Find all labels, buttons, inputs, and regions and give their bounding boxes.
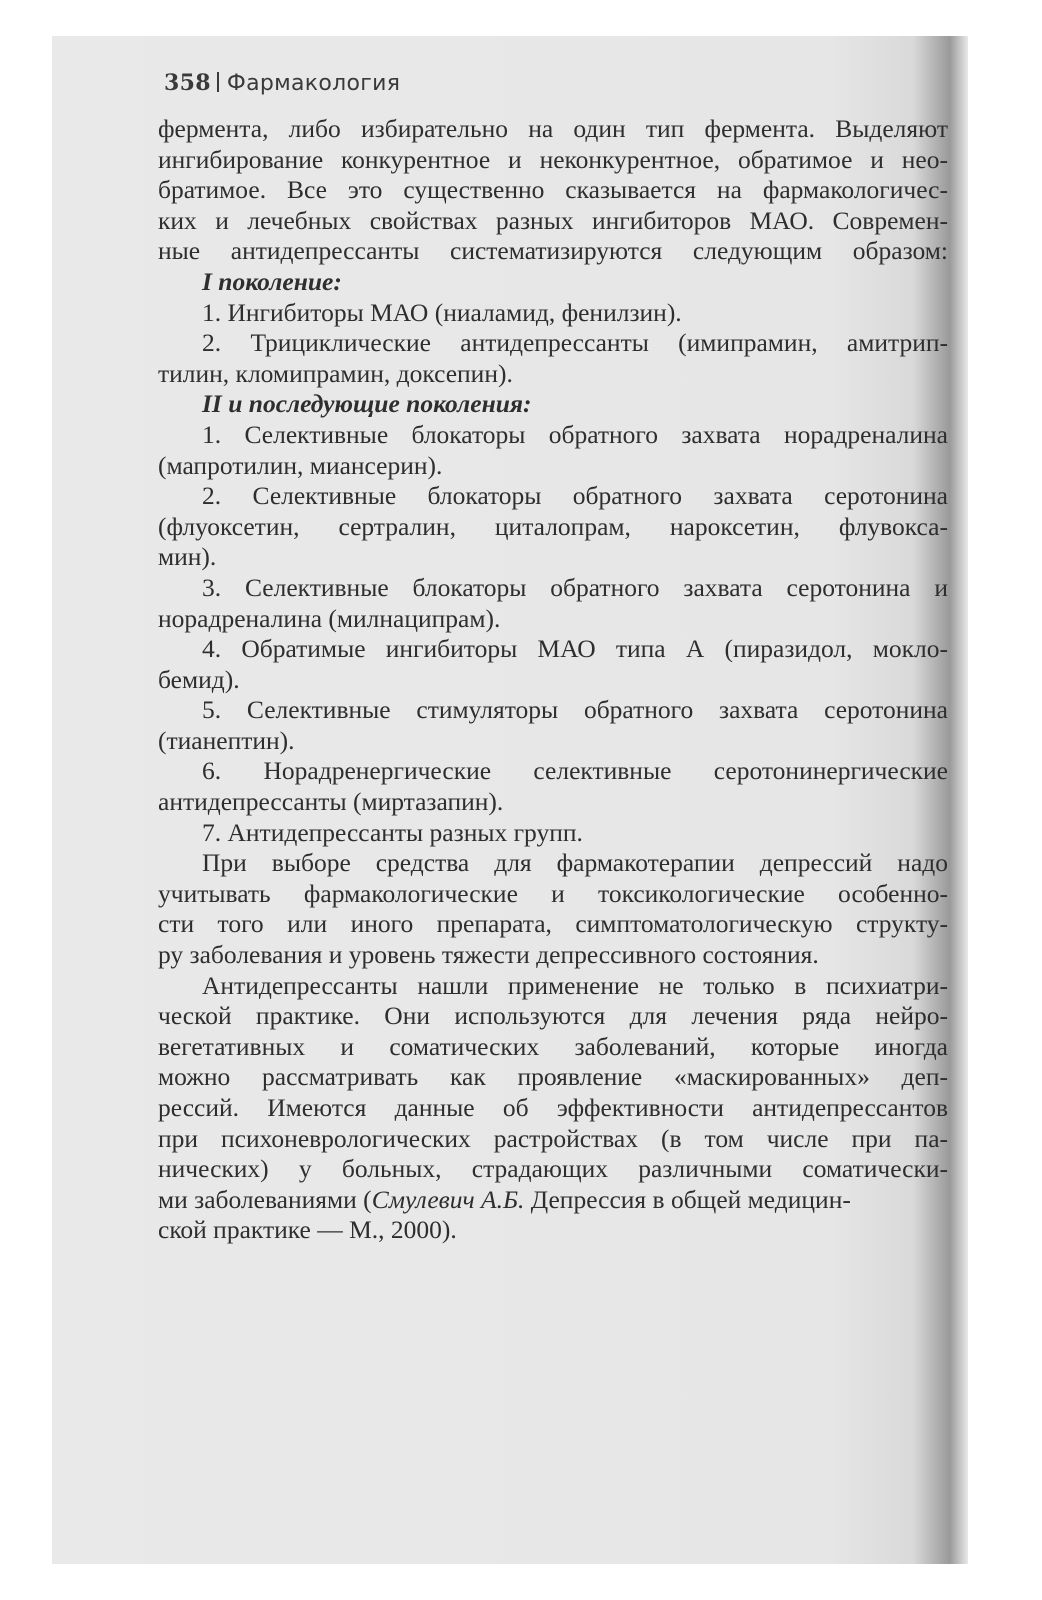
header-title: Фармакология bbox=[226, 71, 401, 96]
list-item: 3. Селективные блокаторы обратного захвата серотонина и bbox=[202, 572, 948, 602]
paragraph-line: рессий. Имеются данные об эффективности антидепрессантов bbox=[158, 1093, 948, 1122]
paragraph-line bbox=[158, 1185, 948, 1216]
paragraph-line: ской практике — М., 2000). bbox=[158, 1215, 457, 1245]
text-line: норадреналина (милнаципрам). bbox=[158, 603, 501, 633]
list-item: 5. Селективные стимуляторы обратного захвата серотонина bbox=[202, 695, 948, 725]
paragraph-line: вегетативных и соматических заболеваний, которые иногда bbox=[158, 1031, 948, 1061]
page-number: 358 bbox=[164, 70, 211, 96]
text-line: (мапротилин, миансерин). bbox=[158, 450, 443, 480]
text-line: мин). bbox=[158, 542, 217, 572]
paragraph-line: Антидепрессанты нашли применение не только в психиатри- bbox=[202, 970, 948, 1000]
section-heading: II и последующие поколения: bbox=[202, 389, 532, 419]
citation-title: Депрессия в общей медицин- bbox=[524, 1184, 851, 1214]
text-line: тилин, кломипрамин, доксепин). bbox=[158, 358, 513, 388]
text-line: ких и лечебных свойствах разных ингибиторов МАО. Современ- bbox=[158, 205, 948, 235]
citation-prefix: ми заболеваниями ( bbox=[158, 1184, 372, 1214]
paragraph-line: можно рассматривать как проявление «маскированных» деп- bbox=[158, 1062, 948, 1092]
citation-author: Смулевич А.Б. bbox=[371, 1184, 525, 1214]
scanned-page bbox=[52, 36, 968, 1564]
paragraph-line: учитывать фармакологические и токсикологические особенно- bbox=[158, 878, 948, 908]
list-item: 7. Антидепрессанты разных групп. bbox=[202, 817, 583, 847]
list-item: 6. Норадренергические селективные серотонинергические bbox=[202, 756, 948, 786]
paragraph-line: ру заболевания и уровень тяжести депрессивного состояния. bbox=[158, 940, 819, 970]
list-item: 1. Селективные блокаторы обратного захвата норадреналина bbox=[202, 419, 948, 449]
running-header bbox=[164, 70, 400, 96]
list-item: 2. Селективные блокаторы обратного захвата серотонина bbox=[202, 481, 948, 511]
paragraph-line: сти того или иного препарата, симптоматологическую структу- bbox=[158, 909, 948, 939]
paragraph-line: При выборе средства для фармакотерапии депрессий надо bbox=[202, 848, 948, 878]
text-line: бемид). bbox=[158, 664, 240, 694]
paragraph-line: при психоневрологических растройствах (в том числе при па- bbox=[158, 1123, 948, 1153]
paragraph-line: нических) у больных, страдающих различными соматически- bbox=[158, 1154, 948, 1184]
list-item: 4. Обратимые ингибиторы МАО типа А (пиразидол, мокло- bbox=[202, 634, 948, 664]
paragraph-line: ческой практике. Они используются для лечения ряда нейро- bbox=[158, 1001, 948, 1031]
text-line: антидепрессанты (миртазапин). bbox=[158, 787, 504, 817]
text-line: ные антидепрессанты систематизируются следующим образом: bbox=[158, 236, 948, 266]
list-item: 1. Ингибиторы МАО (ниаламид, фенилзин). bbox=[202, 297, 682, 327]
list-item: 2. Трициклические антидепрессанты (имипрамин, амитрип- bbox=[202, 328, 948, 358]
text-line: (флуоксетин, сертралин, циталопрам, нароксетин, флувокса- bbox=[158, 511, 948, 541]
text-line: ингибирование конкурентное и неконкурентное, обратимое и нео- bbox=[158, 144, 948, 174]
text-line: (тианептин). bbox=[158, 725, 295, 755]
header-divider bbox=[217, 72, 219, 92]
page-body bbox=[158, 114, 948, 1246]
text-line: фермента, либо избирательно на один тип фермента. Выделяют bbox=[158, 114, 948, 143]
text-line: братимое. Все это существенно сказывается на фармакологичес- bbox=[158, 175, 948, 205]
section-heading: I поколение: bbox=[202, 266, 342, 296]
